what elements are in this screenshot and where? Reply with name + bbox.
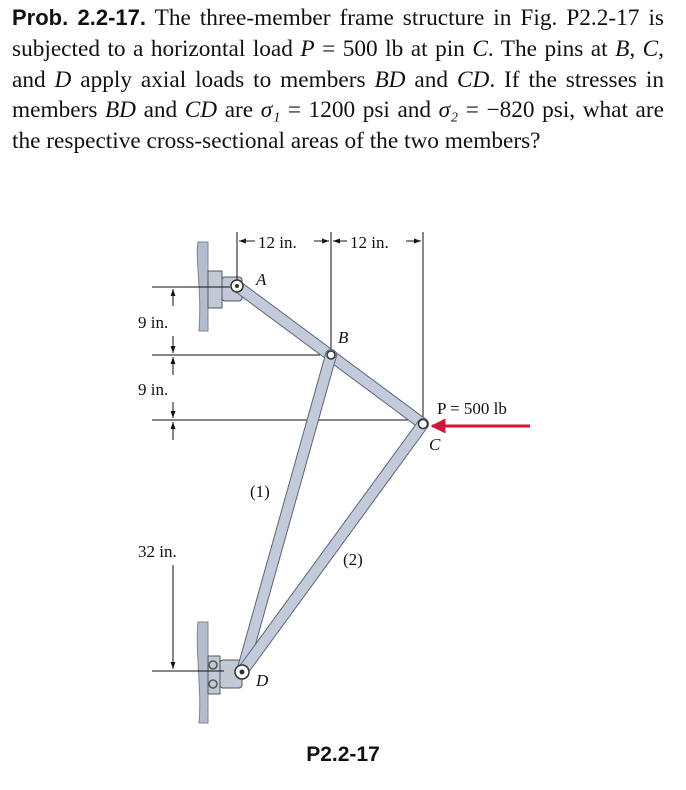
member-bd	[242, 355, 331, 672]
point-label-b: B	[338, 328, 349, 347]
problem-statement: Prob. 2.2-17. The three-member frame structure in Fig. P2.2-17 is subjected to a horizontal load P = 500 lb at pin C. The pins at B, C, and D apply axial loads to members BD and CD. If the stresses in members BD and CD are σ₁ = 1200 psi and σ₂ = −820 psi, what are the respective cross-sectional areas of the two members?	[12, 5, 664, 155]
dim-label-vert-bottom: 32 in.	[138, 542, 177, 561]
point-label-a: A	[256, 270, 267, 289]
load-label: P = 500 lb	[437, 399, 507, 418]
pin-c	[419, 420, 428, 429]
problem-number: Prob. 2.2-17.	[12, 5, 147, 30]
figure-caption: P2.2-17	[306, 743, 380, 766]
member-cd	[242, 424, 423, 672]
point-label-c: C	[429, 435, 441, 454]
dim-label-horiz-right: 12 in.	[350, 233, 389, 252]
point-label-d: D	[256, 671, 269, 690]
pin-a-center	[235, 284, 239, 288]
pin-d-center	[240, 670, 245, 675]
dim-label-vert-mid: 9 in.	[138, 380, 169, 399]
dim-label-vert-top: 9 in.	[138, 313, 169, 332]
dim-label-horiz-left: 12 in.	[258, 233, 297, 252]
member-label-2: (2)	[343, 550, 363, 569]
pin-b	[327, 351, 335, 359]
member-label-1: (1)	[250, 482, 270, 501]
